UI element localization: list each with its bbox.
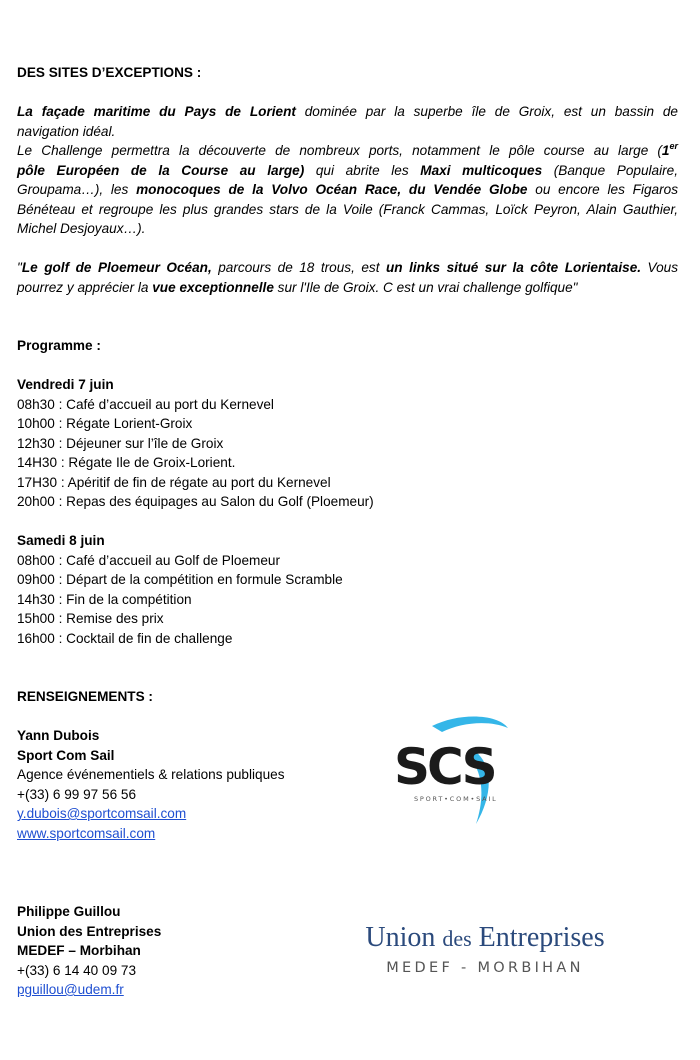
sites-p2-l2-text-1: qui abrite les	[304, 162, 421, 178]
contact-card-2	[17, 902, 317, 1000]
sites-heading	[17, 63, 678, 83]
contacts-heading-text: RENSEIGNEMENTS :	[17, 689, 153, 704]
sites-p2-l1-bold: 1	[661, 143, 670, 158]
sites-p3-l2-text-1: pourrez y apprécier la	[17, 279, 153, 295]
sites-paragraph-2	[17, 141, 678, 239]
ude-logo-title	[340, 922, 630, 955]
contact-1-email-row	[17, 804, 377, 824]
contact-1-org: Sport Com Sail	[17, 747, 115, 763]
ude-title-part-c: Entreprises	[471, 922, 605, 953]
sites-p3-quote: "	[17, 260, 22, 275]
contact-1-role: Agence événementiels & relations publiques	[17, 767, 285, 782]
sites-p2-l2-text-2: (Banque Populaire,	[542, 162, 678, 178]
day-1-title: Vendredi 7 juin	[17, 377, 114, 392]
contact-1-website-link[interactable]: www.sportcomsail.com	[17, 825, 156, 841]
contact-1-phone: +(33) 6 99 97 56 56	[17, 786, 137, 802]
sites-p3-bold-1: Le golf de Ploemeur Océan,	[21, 260, 212, 275]
scs-letters: SCS	[394, 738, 495, 796]
contact-2-phone: +(33) 6 14 40 09 73	[17, 962, 137, 978]
programme-day-1	[17, 375, 678, 512]
schedule-item: 12h30 : Déjeuner sur l’île de Groix	[17, 435, 224, 451]
sites-p2-line-3	[17, 180, 678, 200]
sites-p2-line-1	[17, 141, 678, 161]
sites-p3-line-2	[17, 278, 678, 298]
sites-p2-l3-bold: monocoques de la Volvo Océan Race, du Vendée Globe	[136, 182, 528, 197]
ude-title-part-b: des	[442, 926, 472, 951]
sites-p2-l3-text-2: ou encore les Figaros	[527, 182, 678, 197]
sites-paragraph-3	[17, 258, 678, 297]
programme-day-2	[17, 531, 678, 648]
sport-com-sail-logo	[390, 712, 530, 832]
schedule-item: 20h00 : Repas des équipages au Salon du Golf (Ploemeur)	[17, 494, 374, 509]
sites-p2-l1-text: Le Challenge permettra la découverte de nombreux ports, notamment le pôle course au large (	[17, 143, 662, 158]
contact-1-email-link[interactable]: y.dubois@sportcomsail.com	[17, 806, 187, 821]
sites-p1-line-1	[17, 102, 678, 122]
contact-2-org-2: MEDEF – Morbihan	[17, 943, 141, 958]
sites-p2-line-4: Bénéteau et regroupe les plus grandes stars de la Voile (Franck Cammas, Loïck Peyron, Alain Gauthier,	[17, 201, 678, 217]
sites-p2-line-2	[17, 161, 678, 181]
ude-title-part-a: Union	[365, 922, 443, 953]
sites-p2-line-5: Michel Desjoyaux…).	[17, 221, 146, 236]
sites-p2-l3-text-1: Groupama…), les	[17, 182, 137, 197]
sites-p1-bold: La façade maritime du Pays de Lorient	[17, 104, 296, 119]
scs-swoosh-top	[432, 716, 508, 732]
scs-logo-graphic	[390, 712, 530, 832]
scs-tagline: SPORT•COM•SAIL	[414, 795, 498, 803]
schedule-item: 09h00 : Départ de la compétition en formule Scramble	[17, 572, 343, 587]
contact-2-email-link[interactable]: pguillou@udem.fr	[17, 982, 124, 997]
sites-p3-line-1	[17, 258, 678, 278]
sites-p2-l2-bold-2: Maxi multicoques	[420, 162, 543, 178]
sites-p2-l1-sup: er	[669, 141, 678, 151]
sites-heading-text: DES SITES D’EXCEPTIONS :	[17, 65, 202, 80]
schedule-item: 14H30 : Régate Ile de Groix-Lorient.	[17, 455, 236, 470]
sites-p2-l2-bold-1: pôle Européen de la Course au large)	[17, 162, 305, 178]
ude-logo-subtitle: MEDEF - MORBIHAN	[386, 960, 584, 976]
contact-2-email-row	[17, 980, 317, 1000]
contact-2-name: Philippe Guillou	[17, 904, 121, 919]
schedule-item: 08h00 : Café d’accueil au Golf de Ploemeur	[17, 552, 280, 568]
schedule-item: 17H30 : Apéritif de fin de régate au port du Kernevel	[17, 474, 331, 490]
day-2-title: Samedi 8 juin	[17, 533, 105, 548]
sites-p1-text: dominée par la superbe île de Groix, est un bassin de	[295, 104, 678, 119]
contact-card-1	[17, 726, 377, 843]
sites-p3-bold-2: un links situé sur la côte Lorientaise.	[386, 260, 642, 275]
sites-paragraph-1	[17, 102, 678, 141]
schedule-item: 10h00 : Régate Lorient-Groix	[17, 416, 193, 431]
sites-p3-text-1: parcours de 18 trous, est	[211, 260, 386, 275]
contacts-heading	[17, 687, 678, 707]
contact-1-name: Yann Dubois	[17, 728, 100, 743]
contact-2-org: Union des Entreprises	[17, 923, 162, 939]
schedule-item: 16h00 : Cocktail de fin de challenge	[17, 630, 233, 646]
sites-p3-l2-bold: vue exceptionnelle	[152, 279, 274, 295]
schedule-item: 08h30 : Café d’accueil au port du Kernevel	[17, 396, 274, 412]
schedule-item: 14h30 : Fin de la compétition	[17, 591, 192, 607]
sites-p1-line-2: navigation idéal.	[17, 123, 116, 139]
programme-heading-text: Programme :	[17, 338, 101, 353]
programme-heading	[17, 336, 678, 356]
union-des-entreprises-logo	[340, 922, 630, 984]
sites-p3-text-2: Vous	[641, 260, 679, 275]
schedule-item: 15h00 : Remise des prix	[17, 611, 164, 626]
sites-p3-l2-text-2: sur l'Ile de Groix. C est un vrai challenge golfique"	[273, 279, 578, 295]
contact-1-web-row	[17, 824, 377, 844]
